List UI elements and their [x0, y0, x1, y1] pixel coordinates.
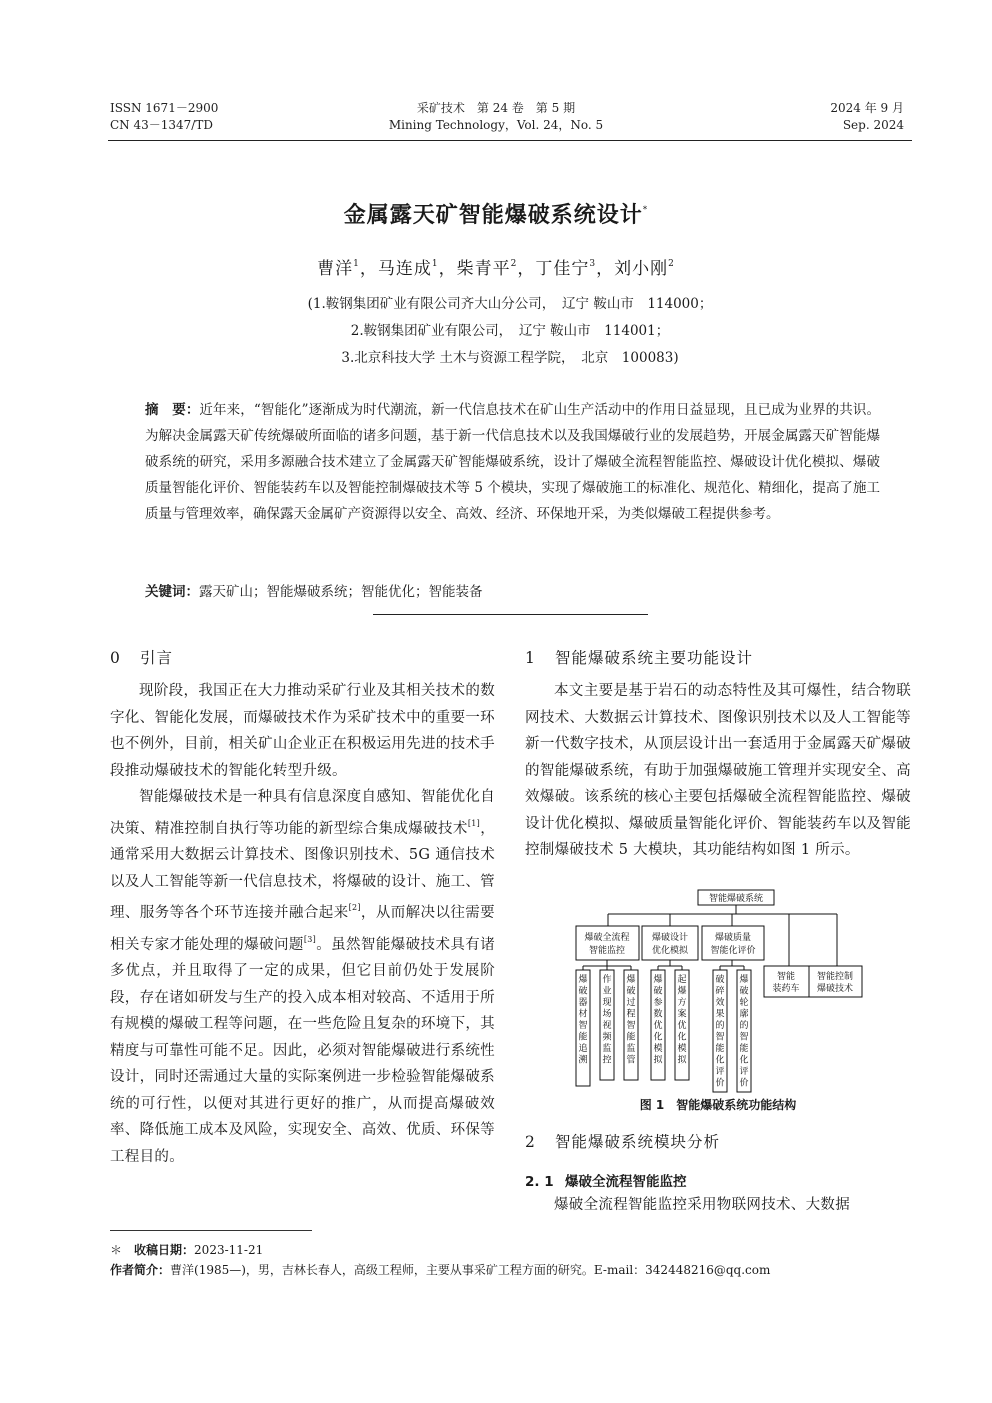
- diagram-child-char: 轮: [739, 998, 749, 1008]
- svg-text:优化模拟: 优化模拟: [651, 946, 689, 956]
- affiliation-2: 2.鞍钢集团矿业有限公司， 辽宁 鞍山市 114001；: [350, 323, 670, 339]
- citation[interactable]: [1]: [467, 818, 481, 828]
- diagram-child-char: 爆: [653, 975, 663, 985]
- abstract-text: 近年来，“智能化”逐渐成为时代潮流，新一代信息技术在矿山生产活动中的作用日益显现，且已成为业界的共识。为解决金属露天矿传统爆破所面临的诸多问题，基于新一代信息技术以及我国爆破行业的发展趋势，开展金属露天矿智能爆破系统的研究，采用多源融合技术建立了金属露天矿智能爆破系统，设计了爆破全流程智能监控、爆破设计优化模拟、爆破质量智能化评价、智能装药车以及智能控制爆破技术等 5 个模块，实现了爆破施工的标准化、规范化、精细化，提高了施工质量与管理效率，确保露天金属矿产资源得以安全、高效、经济、环保地开采，为类似爆破工程提供参考。: [145, 402, 880, 522]
- journal-name-cn: 采矿技术 第 24 卷 第 5 期: [416, 101, 576, 115]
- paragraph: 本文主要是基于岩石的动态特性及其可爆性，结合物联网技术、大数据云计算技术、图像识别技术以及人工智能等新一代数字技术，从顶层设计出一套适用于金属露天矿爆破的智能爆破系统，有助于加强爆破施工管理并实现安全、高效爆破。该系统的核心主要包括爆破全流程智能监控、爆破设计优化模拟、爆破质量智能化评价、智能装药车以及智能控制爆破技术 5 大模块，其功能结构如图 1 所示。: [525, 683, 911, 858]
- abstract-label: 摘 要：: [145, 402, 200, 418]
- diagram-child-char: 果: [715, 1009, 725, 1020]
- paragraph: 智能爆破技术是一种具有信息深度自感知、智能优化自决策、精准控制自执行等功能的新型综合集成爆破技术[1]，通常采用大数据云计算技术、图像识别技术、5G 通信技术以及人工智能等新一代信息技术，将爆破的设计、施工、管理、服务等各个环节连接并融合起来[2]，从而解决以往需要相关专家才能处理的爆破问题[3]。虽然智能爆破技术具有诸多优点，并且取得了一定的成果，但它目前仍处于发展阶段，存在诸如研发与生产的投入成本相对较高、不适用于所有规模的爆破工程等问题，在一些危险且复杂的环境下，其精度与可靠性可能不足。因此，必须对智能爆破进行系统性设计，同时还需通过大量的实际案例进一步检验智能爆破系统的可行性，以便对其进行更好的推广，从而提高爆破效率、降低施工成本及风险，实现安全、高效、优质、环保等工程目的。: [110, 789, 495, 1165]
- diagram-child-char: 评: [739, 1067, 749, 1077]
- diagram-child-char: 智: [626, 1021, 636, 1031]
- diagram-child-char: 化: [653, 1032, 663, 1043]
- diagram-child-char: 智: [578, 1021, 588, 1031]
- author: 马连成: [377, 259, 432, 279]
- diagram-child-char: 材: [578, 1009, 588, 1020]
- diagram-child-char: 评: [715, 1067, 725, 1077]
- diagram-child-char: 优: [677, 1021, 687, 1031]
- diagram-child-char: 价: [739, 1078, 749, 1089]
- svg-text:智能: 智能: [776, 972, 796, 982]
- section-0-heading: 0 引言: [110, 649, 174, 667]
- diagram-child-char: 碎: [715, 986, 725, 997]
- section-0-body: [110, 678, 495, 1170]
- svg-text:装药车: 装药车: [772, 984, 800, 994]
- diagram-child-char: 爆: [578, 975, 588, 985]
- diagram-child-char: 价: [715, 1078, 725, 1089]
- diagram-child-char: 模: [677, 1044, 687, 1054]
- diagram-child-char: 能: [739, 1044, 749, 1054]
- diagram-child-char: 管: [626, 1055, 636, 1066]
- diagram-child-char: 过: [626, 998, 636, 1008]
- svg-text:智能控制: 智能控制: [816, 972, 854, 982]
- header-rule: [108, 140, 912, 141]
- diagram-child-char: 能: [578, 1032, 588, 1043]
- diagram-child-char: 化: [715, 1055, 725, 1066]
- paragraph: 现阶段，我国正在大力推动采矿行业及其相关技术的数字化、智能化发展，而爆破技术作为采矿技术中的重要一环也不例外，目前，相关矿山企业正在积极运用先进的技术手段推动爆破技术的智能化转型升级。: [110, 683, 495, 779]
- diagram-child-char: 化: [677, 1032, 687, 1043]
- affiliation-1: (1.鞍钢集团矿业有限公司齐大山分公司， 辽宁 鞍山市 114000；: [307, 296, 713, 312]
- svg-text:爆破质量: 爆破质量: [714, 933, 752, 943]
- diagram-child-char: 爆: [739, 975, 749, 985]
- diagram-child-char: 业: [602, 986, 612, 997]
- diagram-child-char: 拟: [653, 1055, 663, 1066]
- diagram-child-char: 程: [626, 1009, 636, 1020]
- paper-title: 金属露天矿智能爆破系统设计*: [343, 203, 649, 228]
- footnote-author: 作者简介：曹洋(1985—)，男，吉林长春人，高级工程师，主要从事采矿工程方面的研究。E-mail：342448216@qq.com: [110, 1263, 771, 1277]
- diagram-child-char: 破: [715, 975, 725, 985]
- diagram-child-char: 参: [653, 998, 663, 1008]
- keywords-text: 露天矿山；智能爆破系统；智能优化；智能装备: [199, 584, 483, 600]
- diagram-child-char: 廓: [739, 1009, 749, 1020]
- keywords-label: 关键词：: [145, 584, 199, 600]
- svg-text:爆破全流程: 爆破全流程: [584, 933, 630, 943]
- author: 曹洋: [317, 259, 354, 279]
- date-en: Sep. 2024: [842, 118, 904, 132]
- diagram-child-char: 器: [578, 998, 588, 1008]
- author-list: 曹洋$^1$，马连成$^1$，柴青平$^2$，丁佳宁$^3$，刘小刚$^2$: [317, 259, 675, 279]
- diagram-child-char: 爆: [677, 986, 687, 997]
- cn-number: CN 43－1347/TD: [110, 118, 213, 132]
- svg-text:爆破技术: 爆破技术: [816, 984, 854, 994]
- diagram-child-char: 场: [602, 1009, 612, 1020]
- author: 丁佳宁: [535, 259, 590, 279]
- section-2-heading: 2 智能爆破系统模块分析: [525, 1133, 721, 1151]
- section-1-body: [525, 678, 911, 864]
- abstract-divider: [373, 614, 648, 615]
- citation[interactable]: [3]: [303, 934, 317, 944]
- title-footnote-mark: *: [642, 205, 649, 215]
- diagram-child-char: 视: [602, 1021, 612, 1031]
- keywords: [145, 580, 880, 600]
- author: 刘小刚: [614, 259, 669, 279]
- diagram-child-char: 作: [602, 975, 612, 985]
- footnote-rule: [110, 1230, 312, 1231]
- journal-name-en: Mining Technology，Vol. 24，No. 5: [388, 118, 604, 132]
- diagram-root-label: 智能爆破系统: [708, 894, 764, 904]
- diagram-child-char: 智: [739, 1032, 749, 1043]
- diagram-child-char: 模: [653, 1044, 663, 1054]
- journal-date-block: [830, 100, 904, 134]
- svg-text:智能监控: 智能监控: [588, 946, 626, 956]
- diagram-child-char: 能: [715, 1044, 725, 1054]
- diagram-child-char: 的: [715, 1021, 725, 1031]
- abstract: [145, 397, 880, 527]
- diagram-child-char: 追: [578, 1044, 588, 1054]
- diagram-child-char: 效: [715, 998, 725, 1008]
- diagram-child-char: 现: [602, 998, 612, 1008]
- figure-1-diagram: [560, 886, 900, 1094]
- section-1-heading: 1 智能爆破系统主要功能设计: [525, 649, 754, 667]
- author: 柴青平: [456, 259, 511, 279]
- subsection-2-1-heading: 2. 1 爆破全流程智能监控: [525, 1174, 687, 1190]
- svg-text:智能化评价: 智能化评价: [710, 946, 756, 956]
- diagram-child-char: 破: [739, 986, 749, 997]
- footnote-received: ＊ 收稿日期：2023-11-21: [110, 1243, 264, 1257]
- diagram-child-char: 破: [653, 986, 663, 997]
- diagram-child-char: 能: [626, 1032, 636, 1043]
- diagram-child-char: 优: [653, 1021, 663, 1031]
- diagram-child-char: 数: [653, 1009, 663, 1020]
- diagram-child-char: 起: [677, 975, 687, 985]
- diagram-child-char: 方: [677, 998, 687, 1008]
- diagram-child-char: 监: [602, 1044, 612, 1054]
- diagram-child-char: 破: [626, 986, 636, 997]
- diagram-child-char: 化: [739, 1055, 749, 1066]
- svg-text:爆破设计: 爆破设计: [651, 933, 689, 943]
- diagram-child-char: 控: [602, 1055, 612, 1066]
- diagram-child-char: 频: [602, 1032, 612, 1043]
- figure-1-caption: 图 1 智能爆破系统功能结构: [639, 1098, 797, 1112]
- citation[interactable]: [2]: [348, 903, 361, 912]
- diagram-child-char: 破: [578, 986, 588, 997]
- diagram-child-char: 溯: [578, 1055, 588, 1066]
- issn: ISSN 1671－2900: [110, 101, 219, 115]
- diagram-child-char: 的: [739, 1021, 749, 1031]
- diagram-child-char: 智: [715, 1032, 725, 1043]
- diagram-child-char: 拟: [677, 1055, 687, 1066]
- diagram-child-char: 爆: [626, 975, 636, 985]
- subsection-2-1-text: 爆破全流程智能监控采用物联网技术、大数据: [554, 1197, 850, 1213]
- affiliation-3: 3.北京科技大学 土木与资源工程学院， 北京 100083): [341, 350, 679, 366]
- date-cn: 2024 年 9 月: [830, 101, 904, 115]
- diagram-child-char: 案: [677, 1009, 687, 1020]
- diagram-child-char: 监: [626, 1044, 636, 1054]
